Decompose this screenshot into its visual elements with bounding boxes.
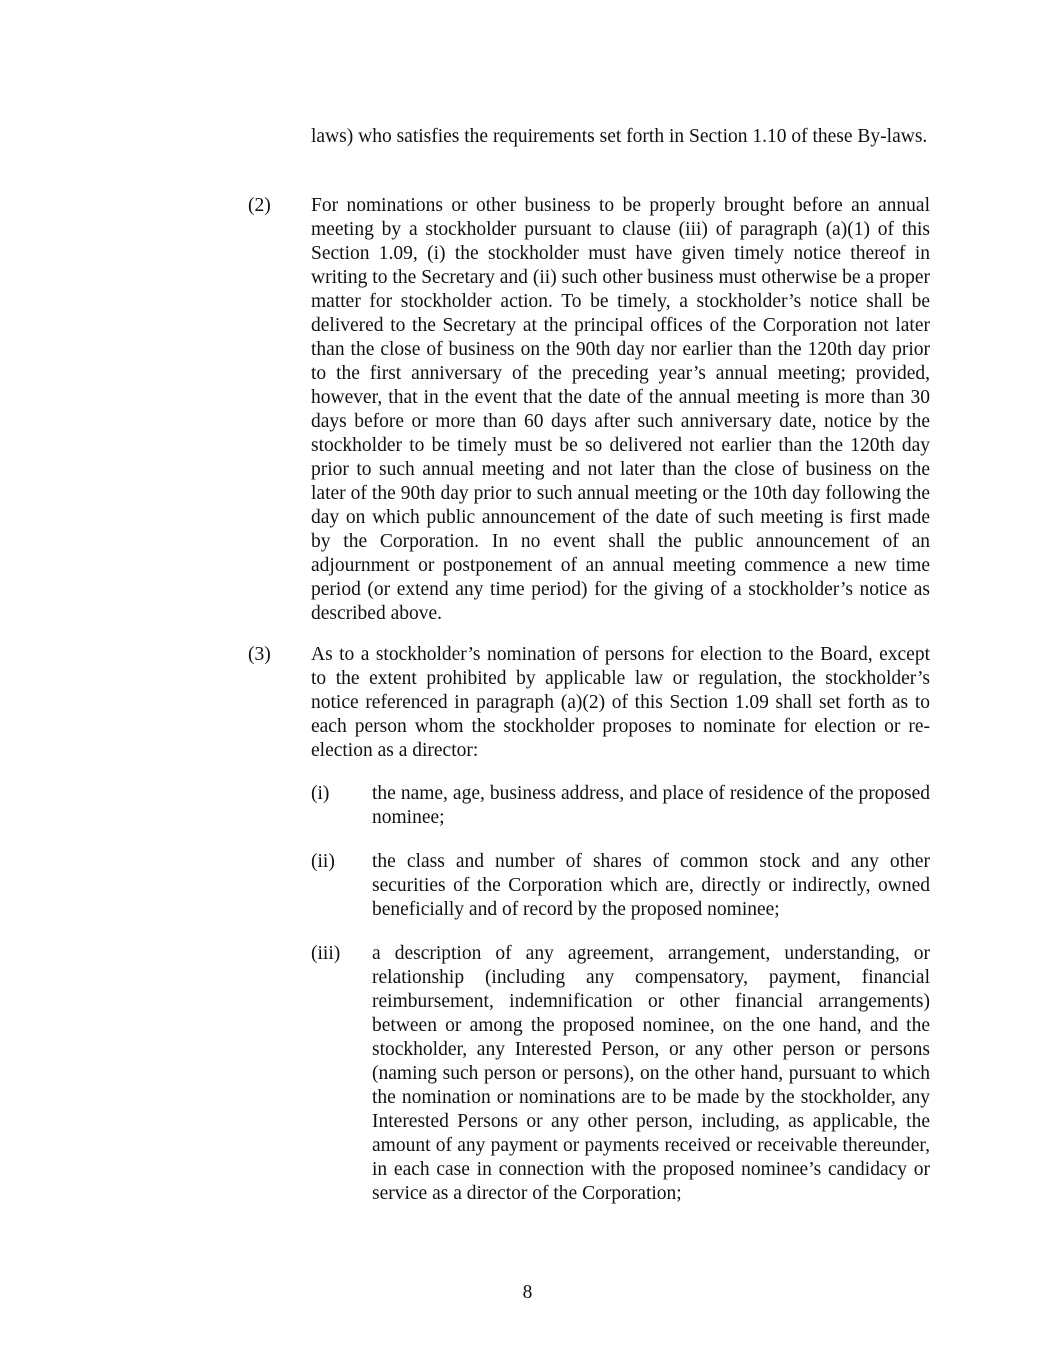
subitem-number-ii: (ii) [311, 851, 335, 872]
continuation-paragraph: laws) who satisfies the requirements set forth in Section 1.10 of these By-laws. [311, 126, 928, 147]
subitem-number-i: (i) [311, 783, 330, 804]
item-number-2: (2) [248, 195, 271, 216]
item-text-3: As to a stockholder’s nomination of persons for election to the Board, except to the extent prohibited by applicable law or regulation, the stockholder’s notice referenced in paragraph (a)(2) of this Section 1.09 shall set forth as to each person whom the stockholder proposes to nominate for election or re-election as a director: [311, 644, 930, 761]
page-number: 8 [522, 1282, 533, 1303]
subitem-text-ii: the class and number of shares of common stock and any other securities of the Corporation which are, directly or indirectly, owned beneficially and of record by the proposed nominee; [372, 851, 930, 920]
item-text-2: For nominations or other business to be properly brought before an annual meeting by a stockholder pursuant to clause (iii) of paragraph (a)(1) of this Section 1.09, (i) the stockholder must have given timely notice thereof in writing to the Secretary and (ii) such other business must otherwise be a proper matter for stockholder action. To be timely, a stockholder’s notice shall be delivered to the Secretary at the principal offices of the Corporation not later than the close of business on the 90th day nor earlier than the 120th day prior to the first anniversary of the preceding year’s annual meeting; provided, however, that in the event that the date of the annual meeting is more than 30 days before or more than 60 days after such anniversary date, notice by the stockholder to be timely must be so delivered not earlier than the 120th day prior to such annual meeting and not later than the close of business on the later of the 90th day prior to such annual meeting or the 10th day following the day on which public announcement of the date of such meeting is first made by the Corporation. In no event shall the public announcement of an adjournment or postponement of an annual meeting commence a new time period (or extend any time period) for the giving of a stockholder’s notice as described above. [311, 195, 930, 624]
item-number-3: (3) [248, 644, 271, 665]
subitem-text-i: the name, age, business address, and place of residence of the proposed nominee; [372, 783, 930, 828]
subitem-number-iii: (iii) [311, 943, 341, 964]
subitem-text-iii: a description of any agreement, arrangement, understanding, or relationship (including any compensatory, payment, financial reimbursement, indemnification or other financial arrangements) between or among the proposed nominee, on the one hand, and the stockholder, any Interested Person, or any other person or persons (naming such person or persons), on the other hand, pursuant to which the nomination or nominations are to be made by the stockholder, any Interested Persons or any other person, including, as applicable, the amount of any payment or payments received or receivable thereunder, in each case in connection with the proposed nominee’s candidacy or service as a director of the Corporation; [372, 943, 930, 1204]
